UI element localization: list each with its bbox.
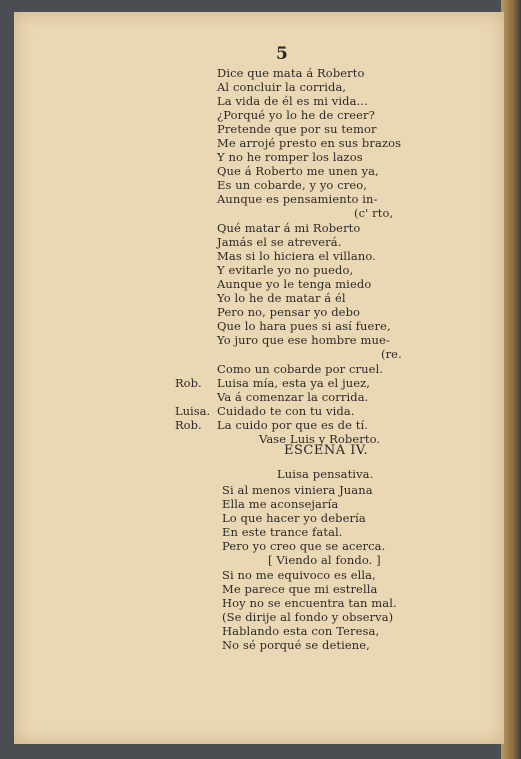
stage-direction: Vase Luis y Roberto. <box>259 432 381 446</box>
verse-line: Como un cobarde por cruel. <box>217 362 384 376</box>
verse-line: Me parece que mi estrella <box>222 582 378 596</box>
verse-line: Qué matar á mi Roberto <box>217 221 361 235</box>
verse-line-continuation: (c' rto, <box>354 206 394 220</box>
verse-line: Me arrojé presto en sus brazos <box>217 136 402 150</box>
verse-line: En este trance fatal. <box>222 525 343 539</box>
verse-line: Es un cobarde, y yo creo, <box>217 178 368 192</box>
verse-line: Si no me equivoco es ella, <box>222 568 376 582</box>
verse-line-continuation: (re. <box>381 347 402 361</box>
stage-direction: [ Viendo al fondo. ] <box>268 553 381 567</box>
verse-line: Jamás el se atreverá. <box>217 235 342 249</box>
verse-line: Que lo hara pues si así fuere, <box>217 319 391 333</box>
verse-line: ¿Porqué yo lo he de creer? <box>217 108 375 122</box>
verse-line: No sé porqué se detiene, <box>222 638 370 652</box>
speaker-label: Rob. <box>175 376 202 390</box>
stage-direction: Luisa pensativa. <box>277 467 374 481</box>
verse-line: Va á comenzar la corrida. <box>217 390 369 404</box>
verse-line: Pero yo creo que se acerca. <box>222 539 386 553</box>
verse-line: Que á Roberto me unen ya, <box>217 164 379 178</box>
stage-direction: (Se dirije al fondo y observa) <box>222 610 394 624</box>
book-edge <box>501 0 521 759</box>
speaker-label: Luisa. <box>175 404 211 418</box>
page-number: 5 <box>276 44 288 64</box>
verse-line: Dice que mata á Roberto <box>217 66 365 80</box>
verse-line: Hoy no se encuentra tan mal. <box>222 596 397 610</box>
verse-line: Mas si lo hiciera el villano. <box>217 249 376 263</box>
verse-line: Si al menos viniera Juana <box>222 483 373 497</box>
verse-line: Al concluir la corrida, <box>217 80 347 94</box>
verse-line: Yo juro que ese hombre mue- <box>217 333 390 347</box>
verse-line: Pretende que por su temor <box>217 122 377 136</box>
verse-line: Y no he romper los lazos <box>217 150 363 164</box>
verse-line: La vida de él es mi vida... <box>217 94 368 108</box>
verse-line: Luisa mía, esta ya el juez, <box>217 376 371 390</box>
verse-line: Aunque yo le tenga miedo <box>217 277 372 291</box>
verse-line: Lo que hacer yo debería <box>222 511 366 525</box>
verse-line: La cuido por que es de tí. <box>217 418 369 432</box>
verse-line: Yo lo he de matar á él <box>217 291 346 305</box>
scene-heading: ESCENA IV. <box>284 443 369 458</box>
verse-line: Y evitarle yo no puedo, <box>217 263 354 277</box>
verse-line: Cuidado te con tu vida. <box>217 404 355 418</box>
verse-line: Pero no, pensar yo debo <box>217 305 361 319</box>
book-page <box>14 12 504 744</box>
verse-line: Aunque es pensamiento in- <box>217 192 378 206</box>
speaker-label: Rob. <box>175 418 202 432</box>
verse-line: Hablando esta con Teresa, <box>222 624 380 638</box>
verse-line: Ella me aconsejaría <box>222 497 339 511</box>
